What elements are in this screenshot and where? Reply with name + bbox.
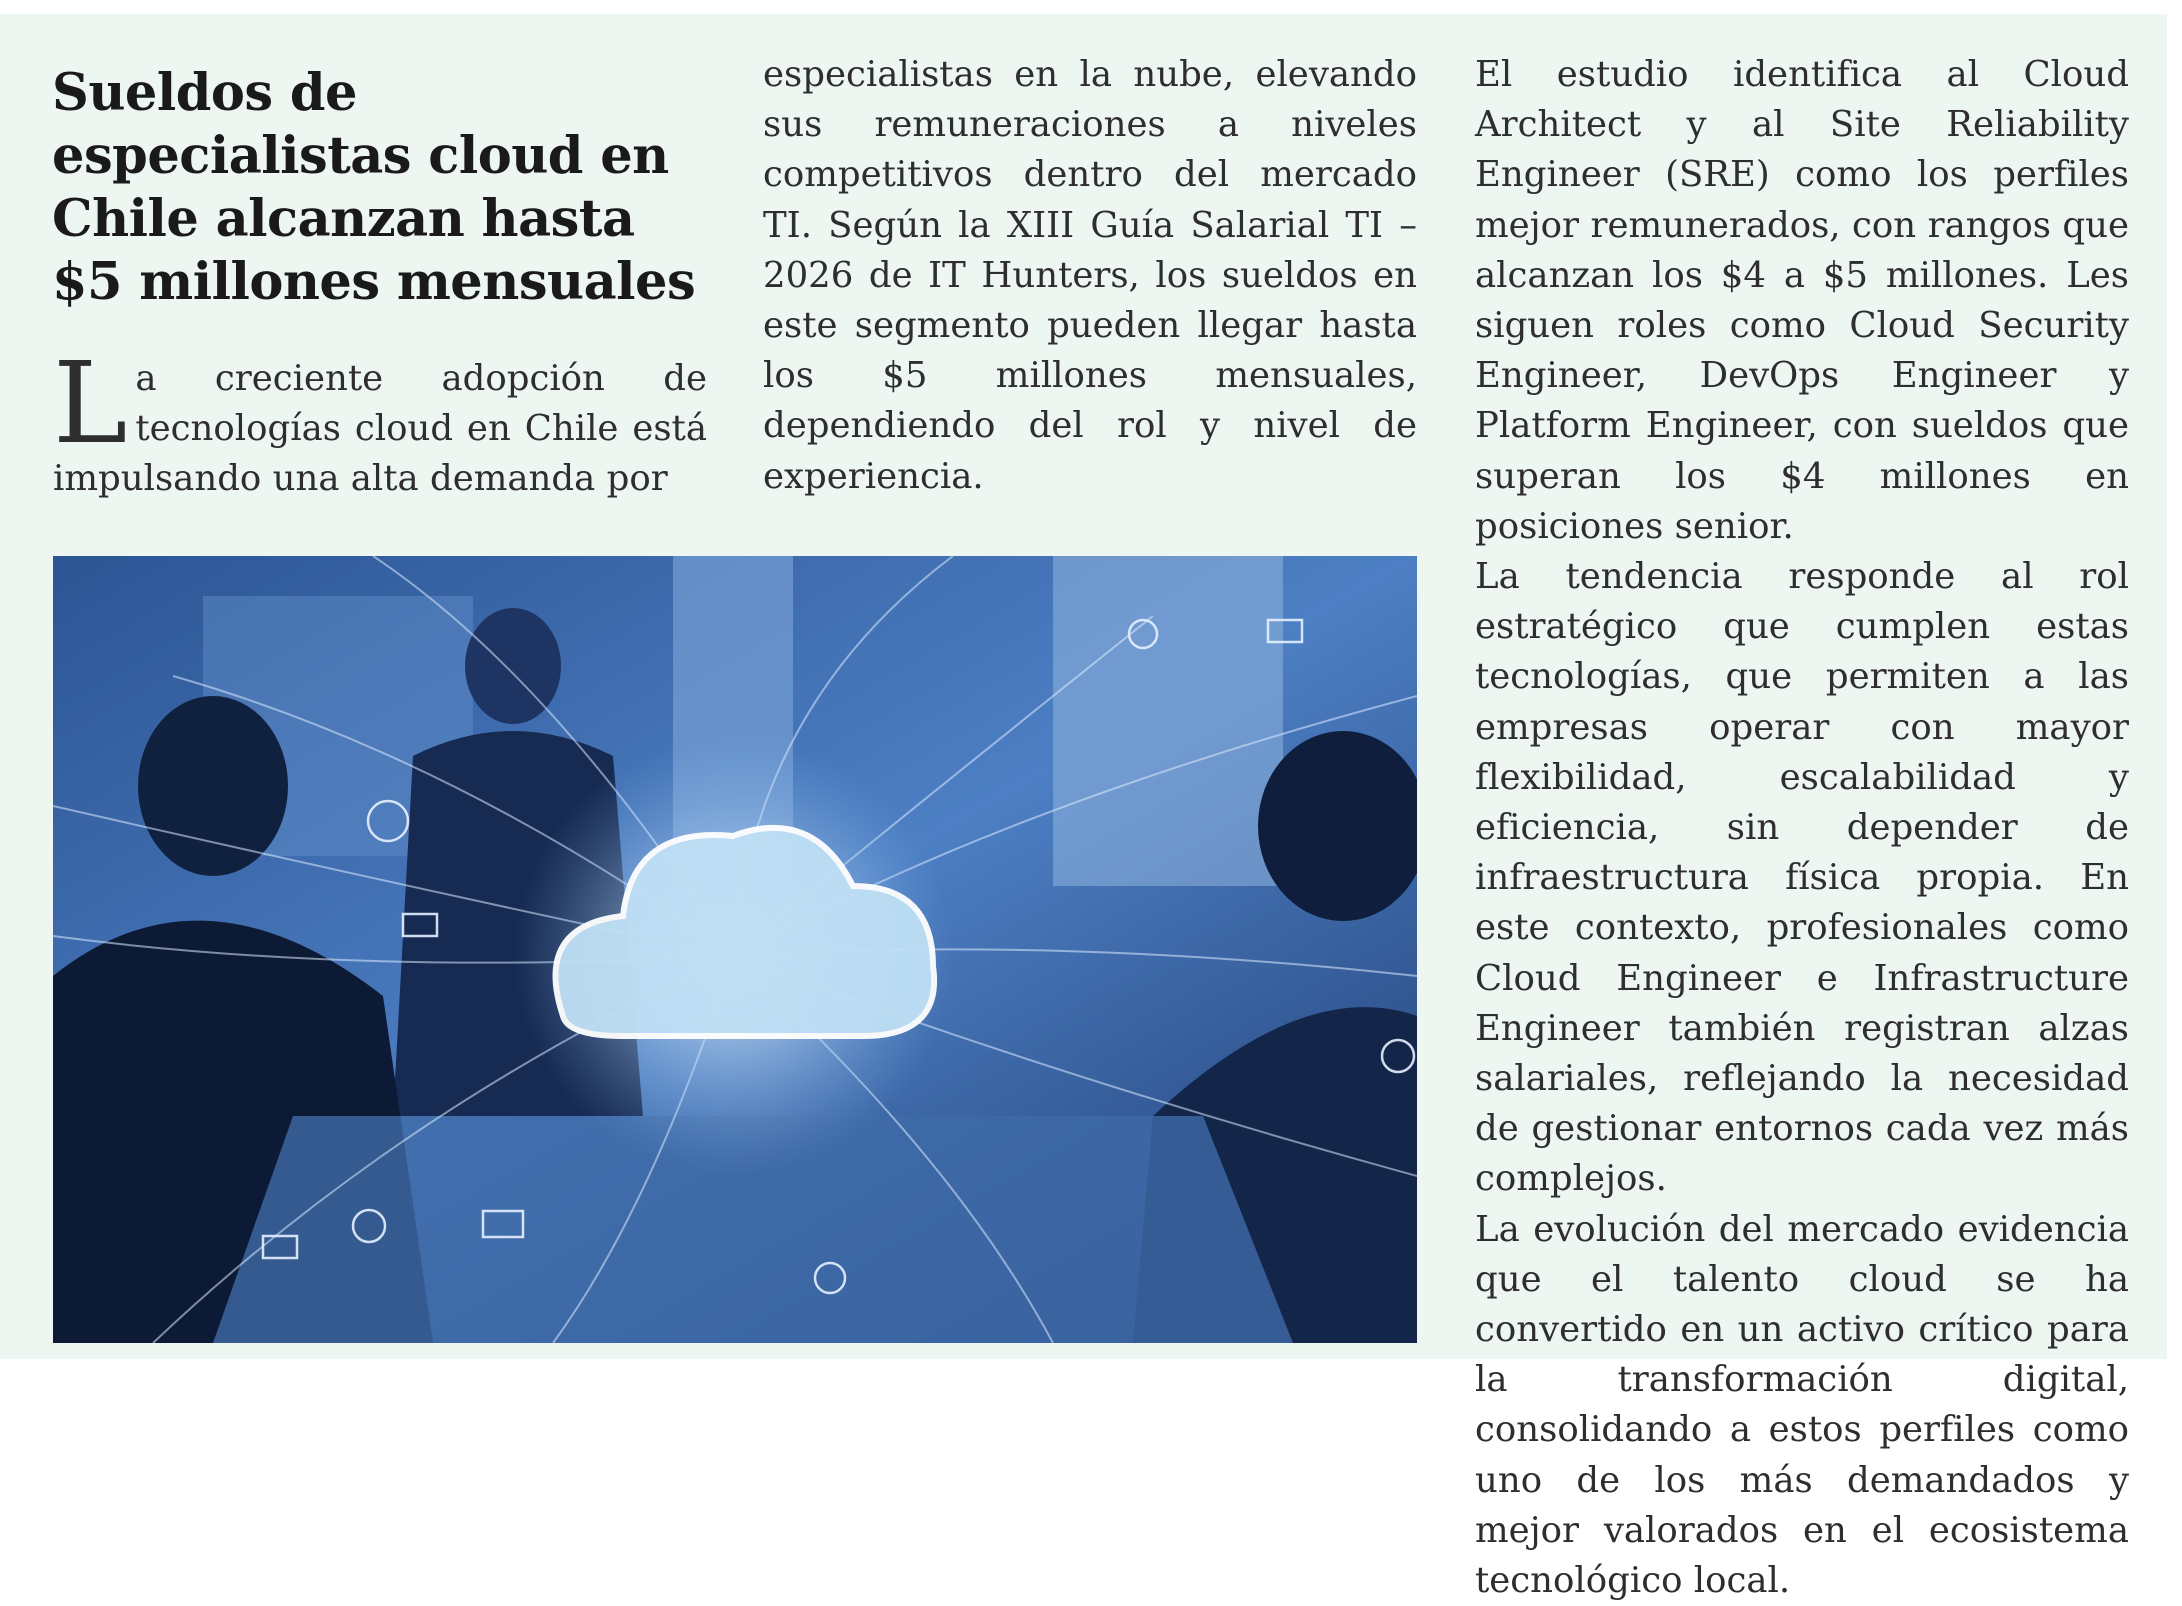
lead-paragraph-text: a creciente adopción de tecnologías cloud en Chile está impulsando una alta demanda por [53,358,707,500]
cloud-network-illustration [53,556,1417,1343]
column-1 [53,339,707,505]
body-paragraph-4: La evolución del mercado evidencia que el talento cloud se ha convertido en un activo crítico para la transformación digital, consolidando a estos perfiles como uno de los más demandados y mejor valorados en el ecosistema tecnológico local. [1475,1208,2129,1602]
body-paragraph-2-continued: El estudio identifica al Cloud Architect y al Site Reliability Engineer (SRE) como los perfiles mejor remunerados, con rangos que alcanzan los $4 a $5 millones. Les siguen roles como Cloud Security Engineer, DevOps Engineer y Platform Engineer, con sueldos que superan los $4 millones en posiciones senior. [1475,54,2129,547]
article-photo [53,556,1417,1343]
lead-paragraph [53,339,707,505]
drop-cap: L [53,339,128,469]
column-2 [763,50,1417,502]
headline: Sueldos de especialistas cloud en Chile alcanzan hasta $5 millones mensuales [52,63,696,312]
column-3 [1475,50,2129,1606]
body-paragraph-3: La tendencia responde al rol estratégico que cumplen estas tecnologías, que permiten a las empresas operar con mayor flexibilidad, escalabilidad y eficiencia, sin depender de infraestructura física propia. En este contexto, profesionales como Cloud Engineer e Infrastructure Engineer también registran alzas salariales, reflejando la necesidad de gestionar entornos cada vez más complejos. [1475,556,2129,1200]
lead-paragraph-continued: especialistas en la nube, elevando sus remuneraciones a niveles competitivos dentro del mercado TI. Según la XIII Guía Salarial TI – 2026 de IT Hunters, los sueldos en este segmento pueden llegar hasta los $5 millones mensuales, dependiendo del rol y nivel de experiencia. [763,54,1417,497]
